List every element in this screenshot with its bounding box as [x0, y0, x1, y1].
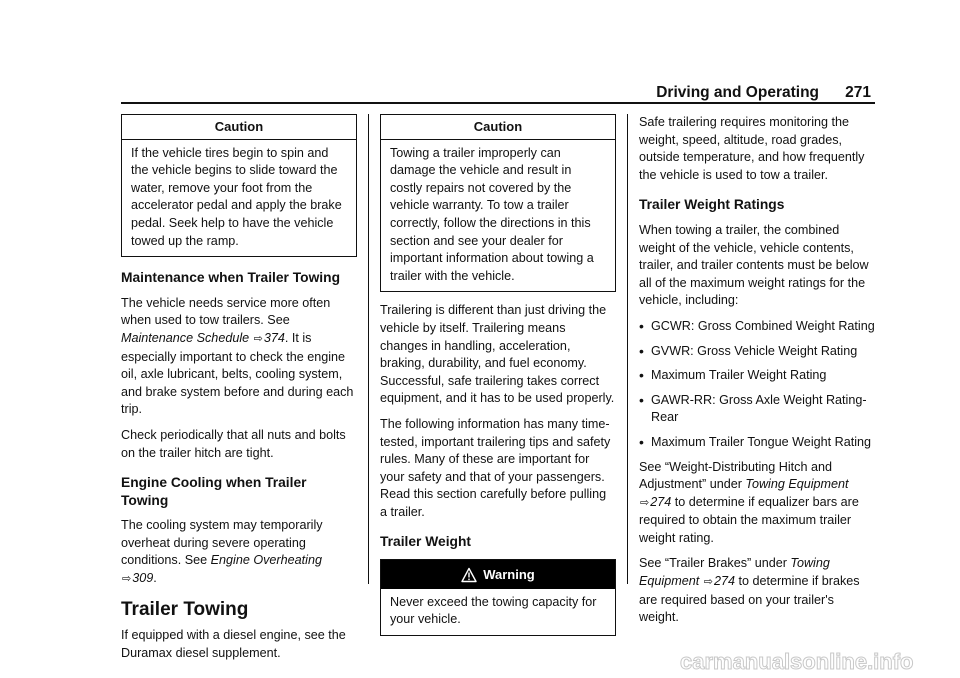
caution-text: Towing a trailer improperly can damage the vehicle and result in costly repairs not covered by the vehicle warranty. To tow a trailer correctly, follow the directions in this section and see your dealer for important information about towing a trailer with the vehicle.	[390, 145, 594, 283]
engine-overheating-link[interactable]: Engine Overheating	[210, 553, 322, 568]
page-reference-arrow-icon: ⇨	[703, 576, 713, 589]
page-reference[interactable]: 374	[263, 330, 285, 345]
engine-cooling-heading: Engine Cooling when Trailer Towing	[121, 475, 307, 508]
header-divider	[121, 102, 875, 104]
trailering-intro-paragraph: Trailering is different than just driving the vehicle by itself. Trailering means changes in handling, acceleration, braking, durability, and fuel economy. Successful, safe trailering takes correct equipment, and it has to be used properly.	[380, 303, 615, 406]
watermark-text: carmanualsonline.info	[680, 649, 914, 674]
list-item: • Maximum Trailer Tongue Weight Rating	[639, 434, 875, 452]
trailer-weight-heading: Trailer Weight	[380, 534, 471, 550]
footer-watermark	[680, 648, 956, 676]
trailer-towing-heading: Trailer Towing	[121, 598, 249, 620]
caution-title: Caution	[122, 115, 356, 140]
page-number: 271	[845, 84, 871, 101]
maintenance-paragraph: The vehicle needs service more often when used to tow trailers. See Maintenance Schedule ⇨374. It is especially important to check the engine oil, axle lubricant, belts, cooling system, and brake system before and during each trip.	[121, 295, 354, 417]
towing-equipment-link[interactable]: Towing Equipment	[745, 477, 849, 492]
column-1	[121, 114, 357, 670]
list-item: • GCWR: Gross Combined Weight Rating	[639, 318, 875, 336]
trailering-tips-paragraph: The following information has many time-tested, important trailering tips and safety rules. Many of these are important for your safety and that of your passengers. Read this section carefully before pulling a trailer.	[380, 416, 611, 519]
column-divider-2	[627, 114, 628, 584]
list-item: • Maximum Trailer Weight Rating	[639, 367, 875, 385]
section-title: Driving and Operating	[656, 84, 819, 101]
column-2	[380, 114, 616, 646]
maintenance-schedule-link[interactable]: Maintenance Schedule	[121, 330, 250, 345]
warning-title: Warning	[483, 567, 535, 583]
safe-trailering-paragraph: Safe trailering requires monitoring the weight, speed, altitude, road grades, outside temperature, and how frequently the vehicle is used to tow a trailer.	[639, 115, 865, 182]
page-reference[interactable]: 309	[132, 571, 154, 586]
page-reference-arrow-icon: ⇨	[122, 573, 132, 586]
ratings-paragraph: When towing a trailer, the combined weight of the vehicle, vehicle contents, trailer, and trailer contents must be below all of the maximum weight ratings for the vehicle, including:	[639, 222, 869, 308]
warning-box	[380, 559, 616, 636]
page-reference[interactable]: 274	[650, 494, 672, 509]
engine-cooling-paragraph: The cooling system may temporarily overheat during severe operating conditions. See Engine Overheating ⇨309.	[121, 518, 323, 586]
towing-equipment-link[interactable]: Towing Equipment	[639, 556, 830, 589]
list-item: • GAWR-RR: Gross Axle Weight Rating-Rear	[639, 392, 875, 427]
trailer-towing-paragraph: If equipped with a diesel engine, see the Duramax diesel supplement.	[121, 628, 346, 660]
page-reference-arrow-icon: ⇨	[640, 496, 650, 509]
caution-box	[380, 114, 616, 292]
page-reference[interactable]: 274	[713, 574, 735, 589]
hitch-reference-paragraph: See “Weight-Distributing Hitch and Adjustment” under Towing Equipment ⇨274 to determine if equalizer bars are required to obtain the maximum trailer weight rating.	[639, 459, 859, 545]
brakes-reference-paragraph: See “Trailer Brakes” under Towing Equipment ⇨274 to determine if brakes are required based on your trailer's weight.	[639, 556, 860, 625]
caution-box	[121, 114, 357, 257]
column-divider-1	[368, 114, 369, 584]
caution-title: Caution	[381, 115, 615, 140]
hitch-check-paragraph: Check periodically that all nuts and bolts on the trailer hitch are tight.	[121, 427, 346, 460]
warning-header	[381, 560, 615, 589]
ratings-list	[639, 318, 875, 452]
list-item: • GVWR: Gross Vehicle Weight Rating	[639, 343, 875, 361]
page-reference-arrow-icon: ⇨	[253, 332, 263, 345]
column-3	[639, 114, 875, 635]
trailer-weight-ratings-heading: Trailer Weight Ratings	[639, 197, 785, 213]
maintenance-heading: Maintenance when Trailer Towing	[121, 270, 340, 286]
warning-triangle-icon	[461, 567, 477, 583]
caution-text: If the vehicle tires begin to spin and the vehicle begins to slide toward the water, remove your foot from the accelerator pedal and apply the brake pedal. Seek help to have the vehicle towed up the ramp.	[131, 145, 342, 248]
warning-text: Never exceed the towing capacity for your vehicle.	[390, 594, 597, 627]
